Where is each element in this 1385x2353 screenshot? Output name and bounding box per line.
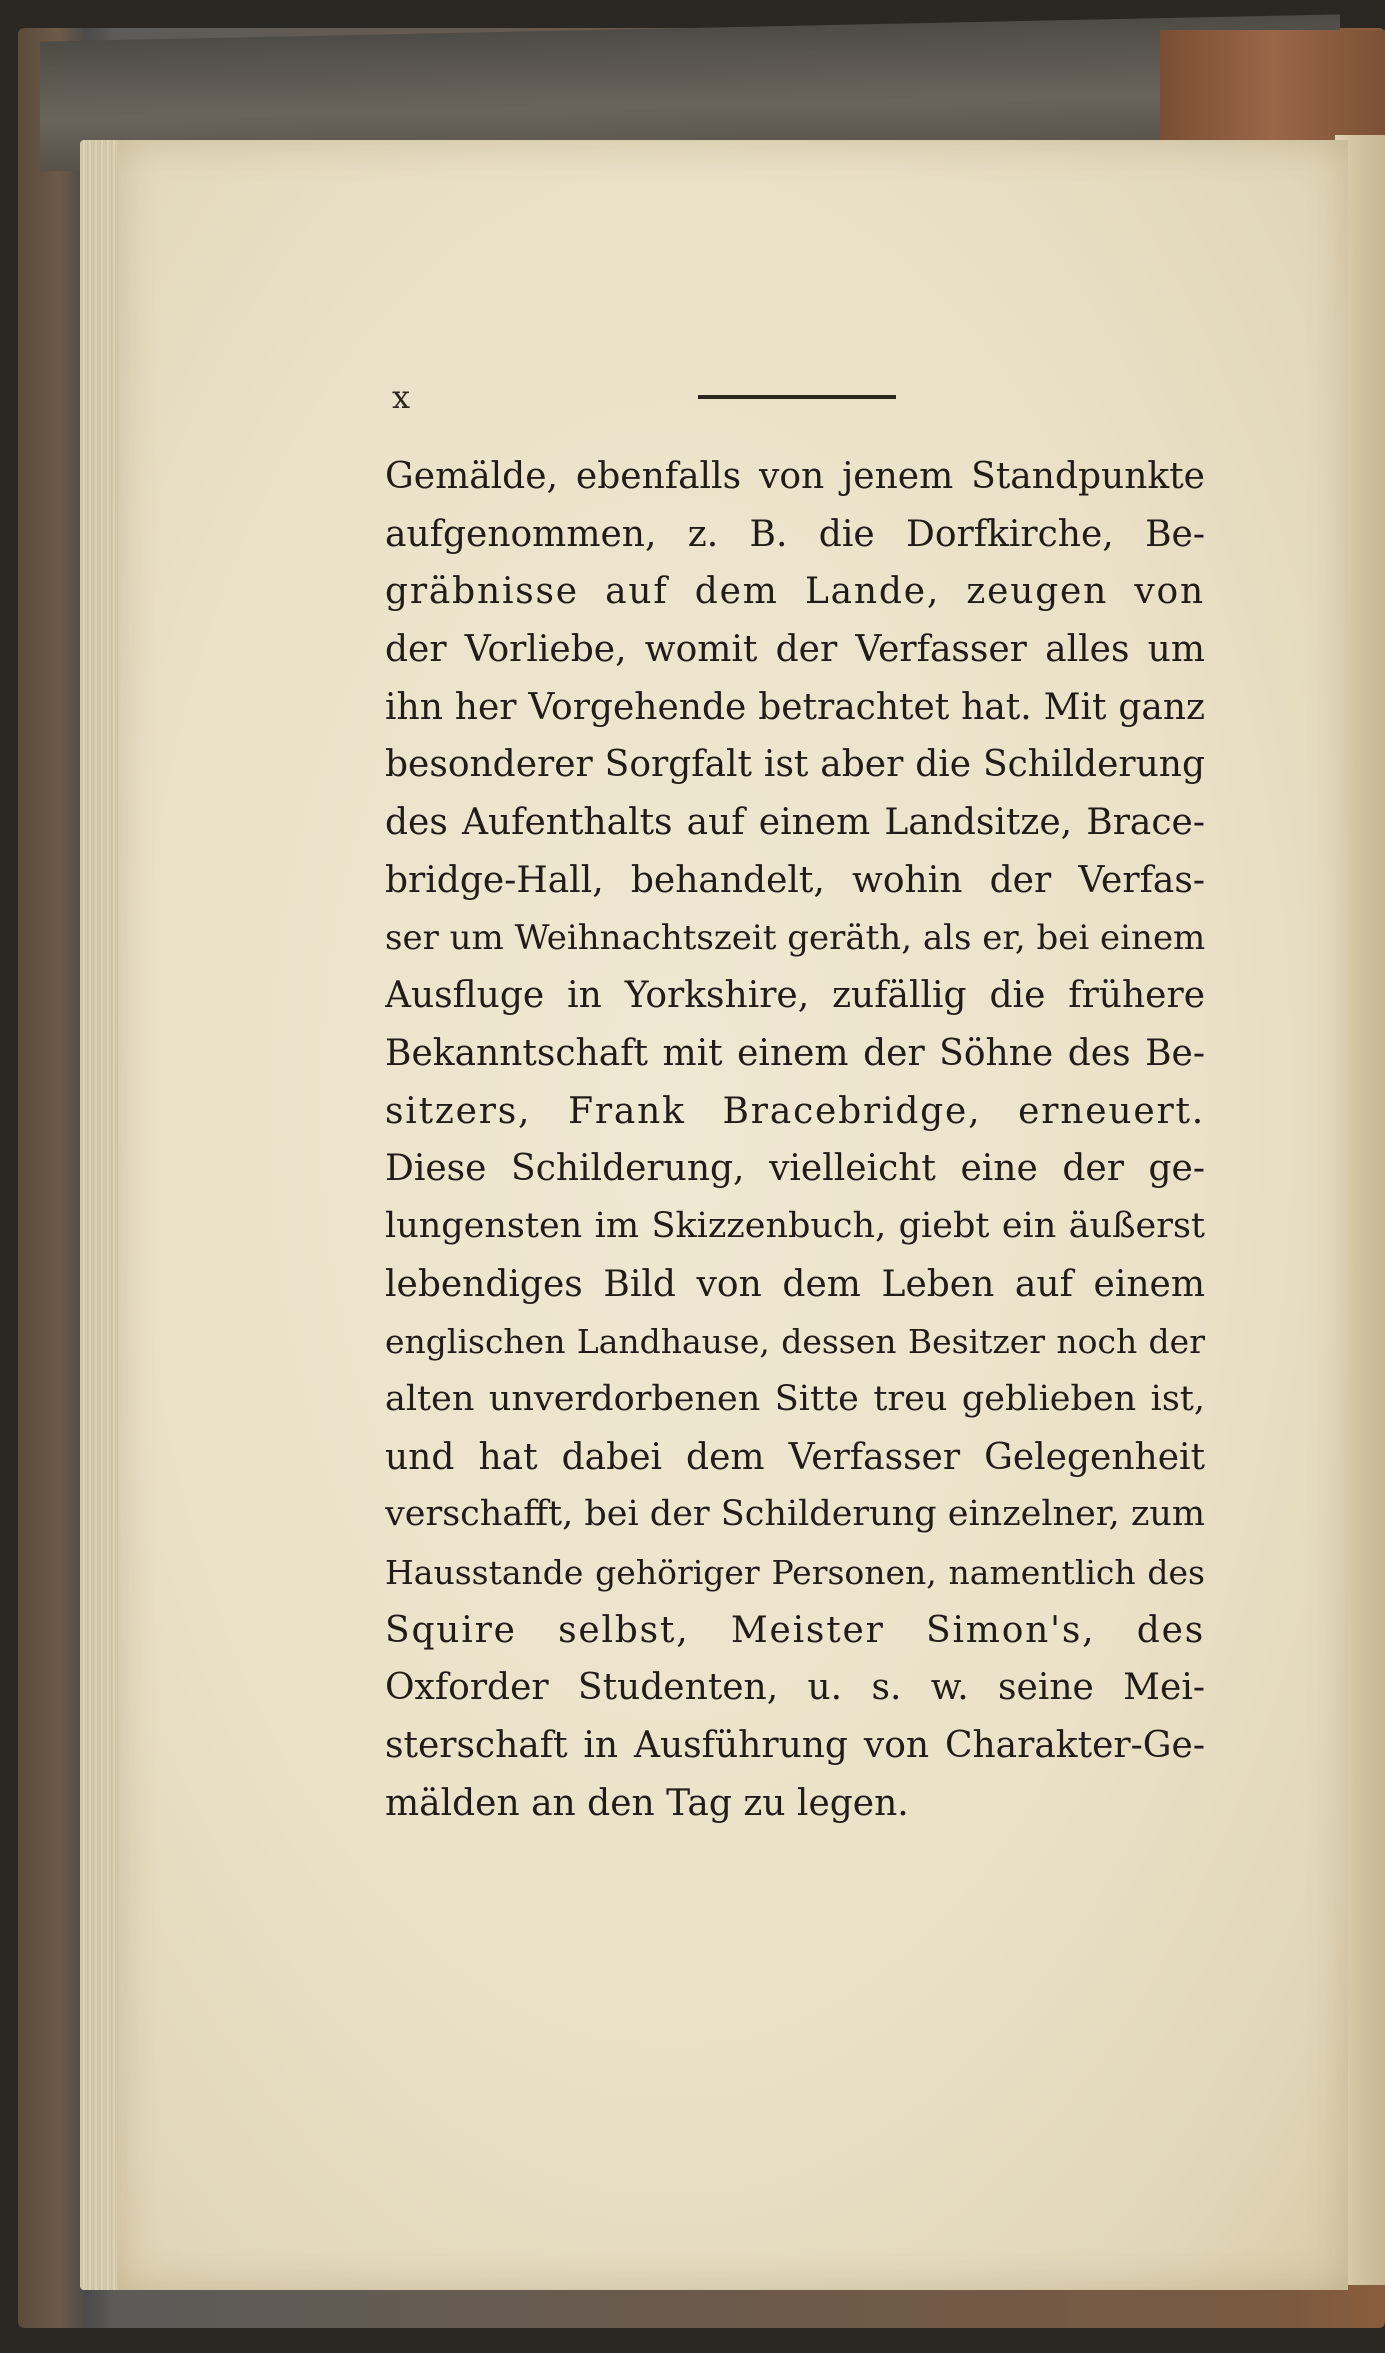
text-line: des Aufenthalts auf einem Landsitze, Brace- [385,802,1205,844]
text-line: besonderer Sorgfalt ist aber die Schilderung [385,744,1205,786]
text-line: lebendiges Bild von dem Leben auf einem [385,1263,1205,1305]
text-line: aufgenommen, z. B. die Dorfkirche, Be- [385,513,1205,555]
text-line: der Vorliebe, womit der Verfasser alles um [385,629,1205,671]
text-line: und hat dabei dem Verfasser Gelegenheit [385,1436,1205,1478]
text-line: Diese Schilderung, vielleicht eine der ge- [385,1148,1205,1190]
text-line: gräbnisse auf dem Lande, zeugen von [385,571,1205,613]
text-line: sitzers, Frank Bracebridge, erneuert. [385,1090,1205,1132]
text-line: Oxforder Studenten, u. s. w. seine Mei- [385,1667,1205,1709]
text-line: bridge-Hall, behandelt, wohin der Verfas- [385,859,1205,901]
text-line: lungensten im Skizzenbuch, giebt ein äußerst [385,1205,1205,1246]
text-line: sterschaft in Ausführung von Charakter-Ge- [385,1725,1205,1767]
text-line: ihn her Vorgehende betrachtet hat. Mit ganz [385,686,1205,728]
header-rule [698,395,896,399]
book-cover-corner [1160,30,1385,150]
text-line: Ausfluge in Yorkshire, zufällig die frühere [385,975,1205,1017]
body-text [385,448,1205,1833]
text-line: verschafft, bei der Schilderung einzelner, zum [385,1494,1205,1535]
text-line: Bekanntschaft mit einem der Söhne des Be- [385,1032,1205,1074]
text-line: Hausstande gehöriger Personen, namentlich des [385,1553,1205,1593]
text-line: ser um Weihnachtszeit geräth, als er, bei einem [385,917,1205,958]
page-number: x [392,378,411,416]
text-line: alten unverdorbenen Sitte treu geblieben ist, [385,1379,1205,1419]
text-line: Gemälde, ebenfalls von jenem Standpunkte [385,456,1205,497]
text-line: englischen Landhause, dessen Besitzer noch der [385,1322,1205,1362]
text-line: mälden an den Tag zu legen. [385,1782,909,1824]
text-line: Squire selbst, Meister Simon's, des [385,1609,1205,1651]
